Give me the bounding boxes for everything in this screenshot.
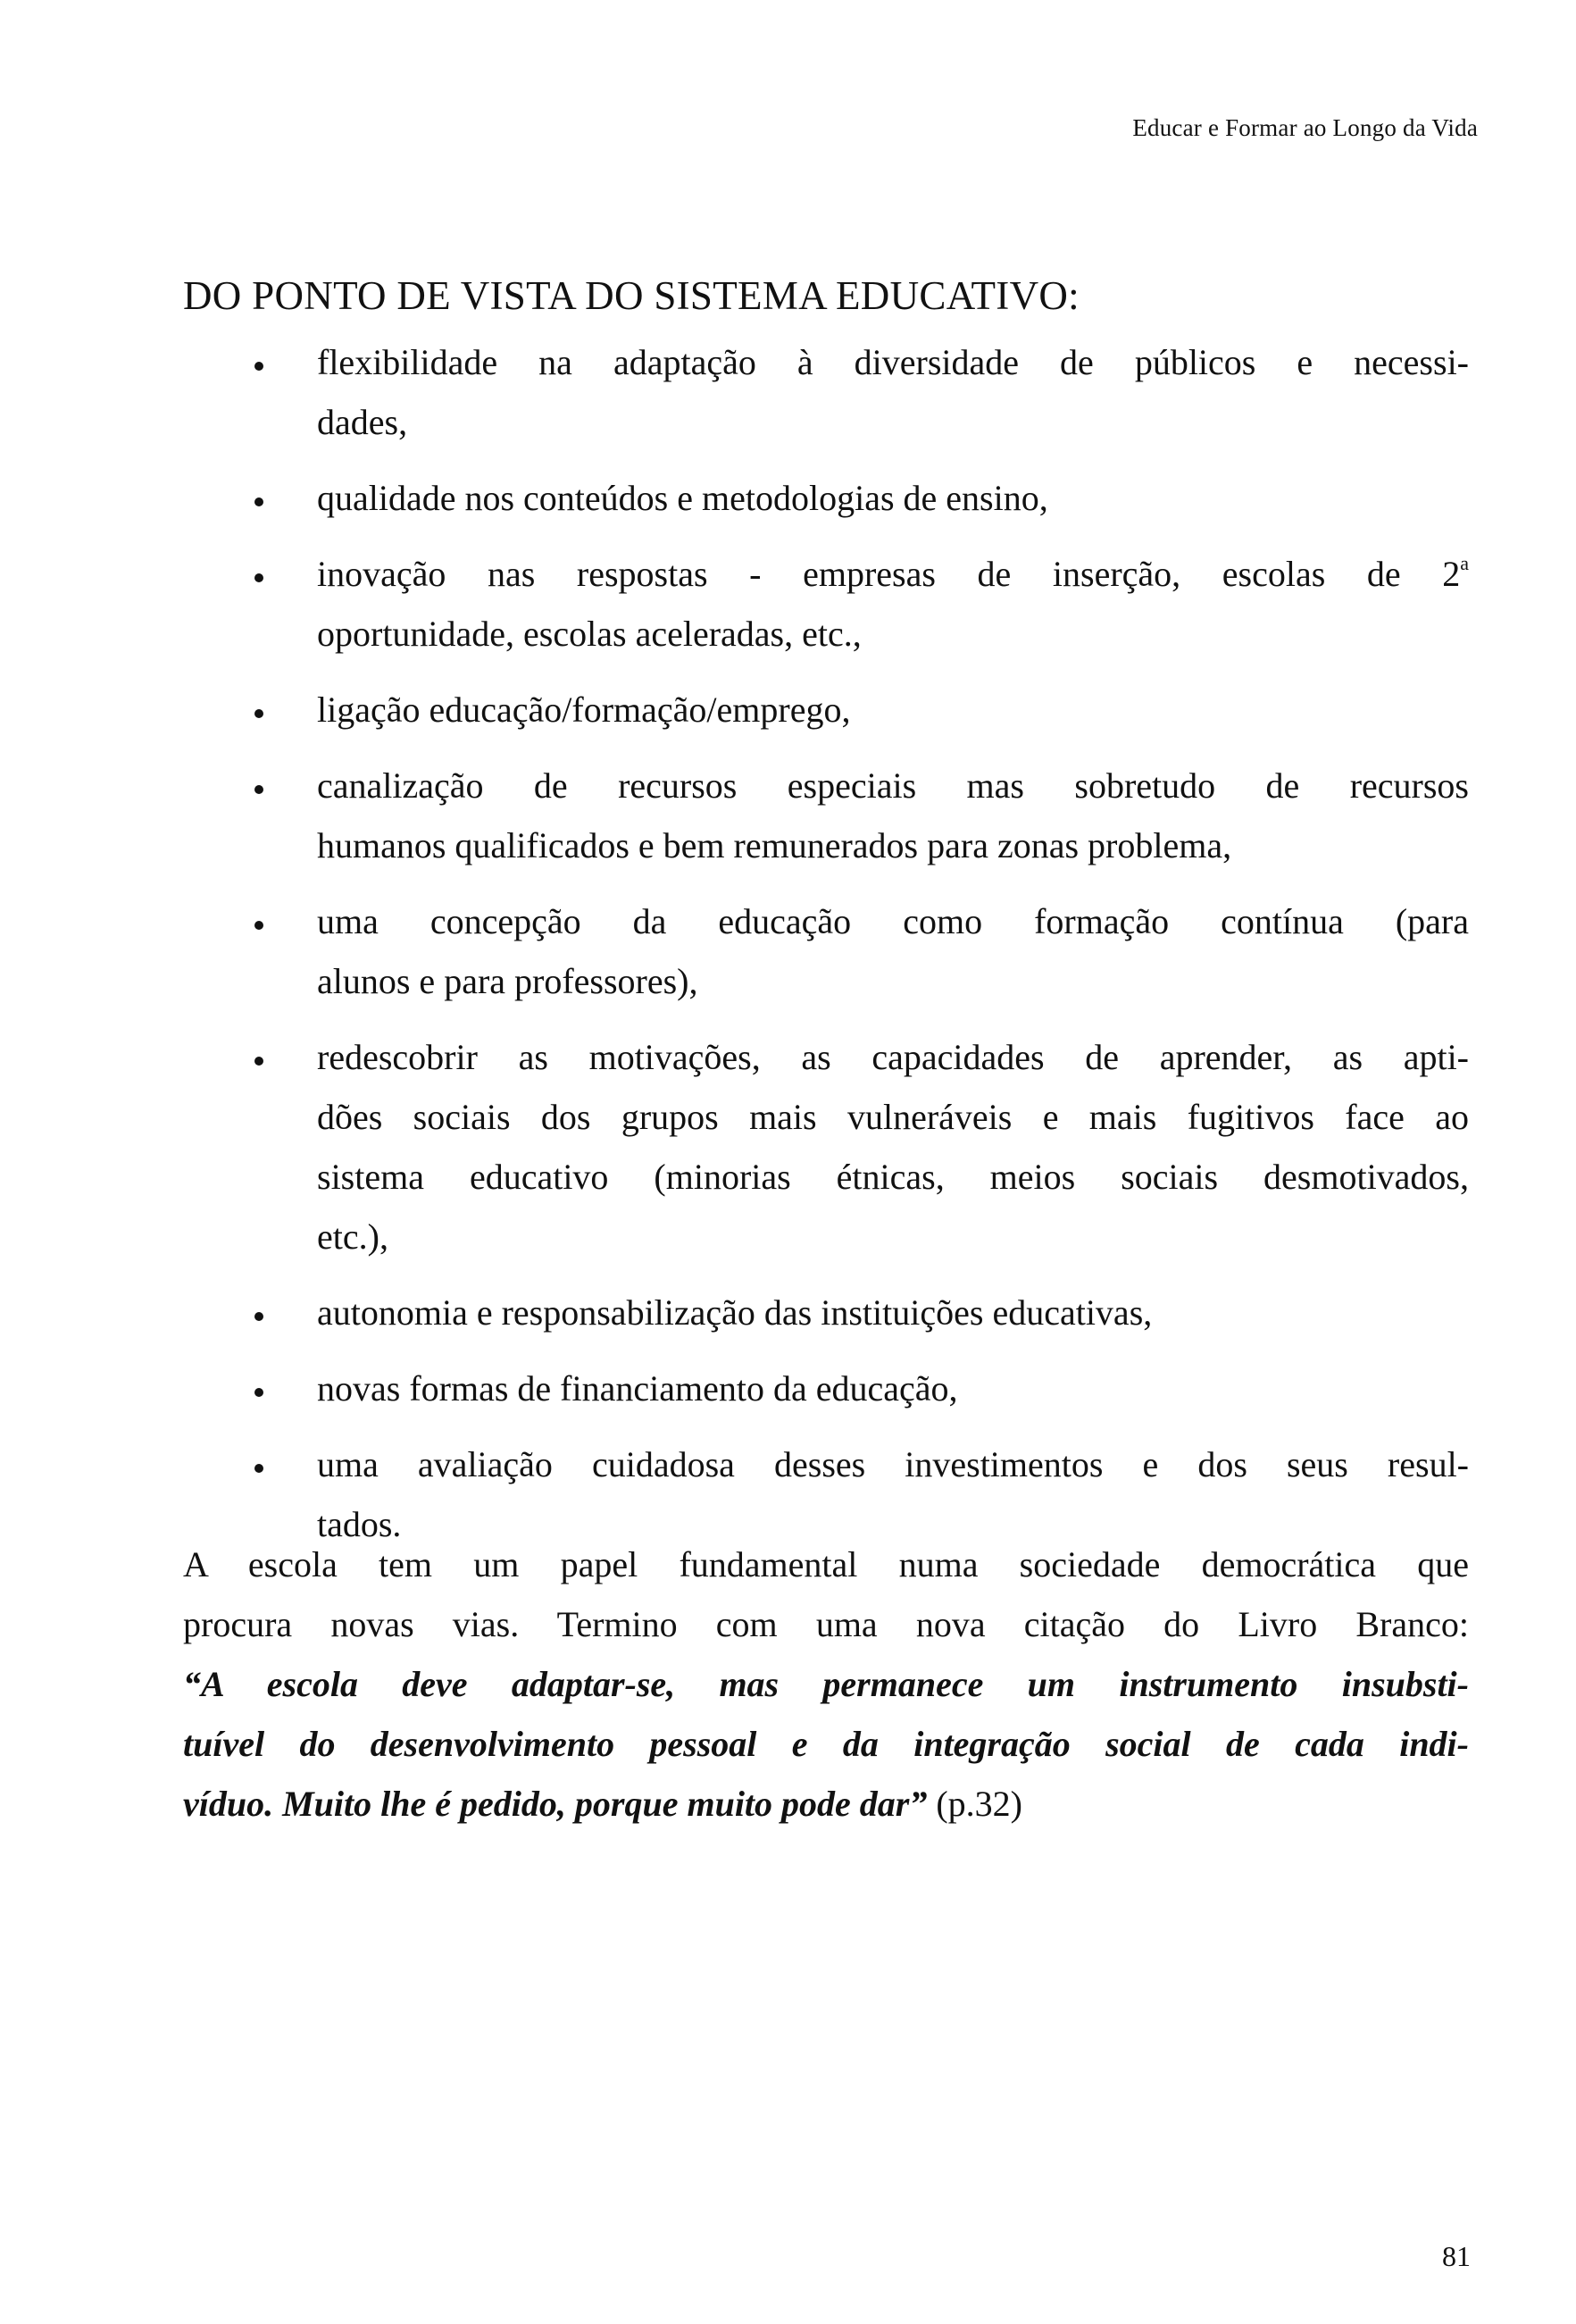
quotation-final-line	[183, 1774, 1469, 1834]
list-item-line: sistema educativo (minorias étnicas, meios sociais desmotivados,	[317, 1157, 1469, 1197]
list-item-line: oportunidade, escolas aceleradas, etc.,	[317, 614, 862, 654]
list-item-line: tados.	[317, 1504, 402, 1544]
list-item	[183, 756, 1469, 875]
bullet-icon	[254, 1388, 263, 1397]
running-header: Educar e Formar ao Longo da Vida	[1132, 114, 1478, 141]
list-item-line: canalização de recursos especiais mas sobretudo de recursos	[317, 765, 1469, 806]
quotation-text: víduo. Muito lhe é pedido, porque muito pode dar”	[183, 1784, 928, 1824]
list-item-line: humanos qualificados e bem remunerados para zonas problema,	[317, 825, 1232, 865]
list-item	[183, 680, 1469, 740]
list-item-line: redescobrir as motivações, as capacidades de aprender, as apti-	[317, 1037, 1469, 1077]
list-item	[183, 1027, 1469, 1266]
list-item	[183, 891, 1469, 1011]
list-item	[183, 544, 1469, 664]
list-item-line: qualidade nos conteúdos e metodologias de ensino,	[317, 478, 1048, 518]
list-item-line: uma avaliação cuidadosa desses investimentos e dos seus resul-	[317, 1444, 1469, 1484]
bullet-list	[183, 332, 1469, 1570]
quotation-line: tuível do desenvolvimento pessoal e da integração social de cada indi-	[183, 1724, 1469, 1764]
ordinal-superscript: a	[1460, 552, 1469, 574]
list-item-line: ligação educação/formação/emprego,	[317, 690, 851, 730]
list-item-text: inovação nas respostas - empresas de inserção, escolas de 2	[317, 554, 1461, 594]
list-item-line: dões sociais dos grupos mais vulneráveis e mais fugitivos face ao	[317, 1097, 1469, 1137]
list-item-line: dades,	[317, 402, 408, 442]
bullet-icon	[254, 362, 263, 371]
list-item-line: novas formas de financiamento da educação,	[317, 1368, 958, 1409]
bullet-icon	[254, 497, 263, 506]
bullet-icon	[254, 1464, 263, 1473]
bullet-icon	[254, 709, 263, 718]
section-title: DO PONTO DE VISTA DO SISTEMA EDUCATIVO:	[183, 273, 1080, 318]
list-item-line: etc.),	[317, 1216, 388, 1257]
list-item-line: alunos e para professores),	[317, 961, 698, 1001]
bullet-icon	[254, 785, 263, 794]
bullet-icon	[254, 573, 263, 582]
paragraph-line: procura novas vias. Termino com uma nova citação do Livro Branco:	[183, 1604, 1469, 1644]
list-item	[183, 1358, 1469, 1418]
bullet-icon	[254, 1312, 263, 1321]
bullet-icon	[254, 1057, 263, 1066]
citation-reference: (p.32)	[927, 1784, 1022, 1824]
list-item	[183, 332, 1469, 452]
paragraph-line: A escola tem um papel fundamental numa sociedade democrática que	[183, 1544, 1469, 1584]
list-item-line: autonomia e responsabilização das instituições educativas,	[317, 1292, 1153, 1333]
quotation-line: “A escola deve adaptar-se, mas permanece um instrumento insubsti-	[183, 1664, 1469, 1704]
list-item-line: uma concepção da educação como formação contínua (para	[317, 901, 1469, 941]
list-item-line: flexibilidade na adaptação à diversidade de públicos e necessi-	[317, 342, 1469, 382]
list-item-line	[317, 544, 1469, 604]
list-item	[183, 468, 1469, 528]
bullet-icon	[254, 921, 263, 930]
list-item	[183, 1283, 1469, 1342]
closing-paragraph	[183, 1534, 1469, 1834]
page-number: 81	[1442, 2240, 1471, 2272]
